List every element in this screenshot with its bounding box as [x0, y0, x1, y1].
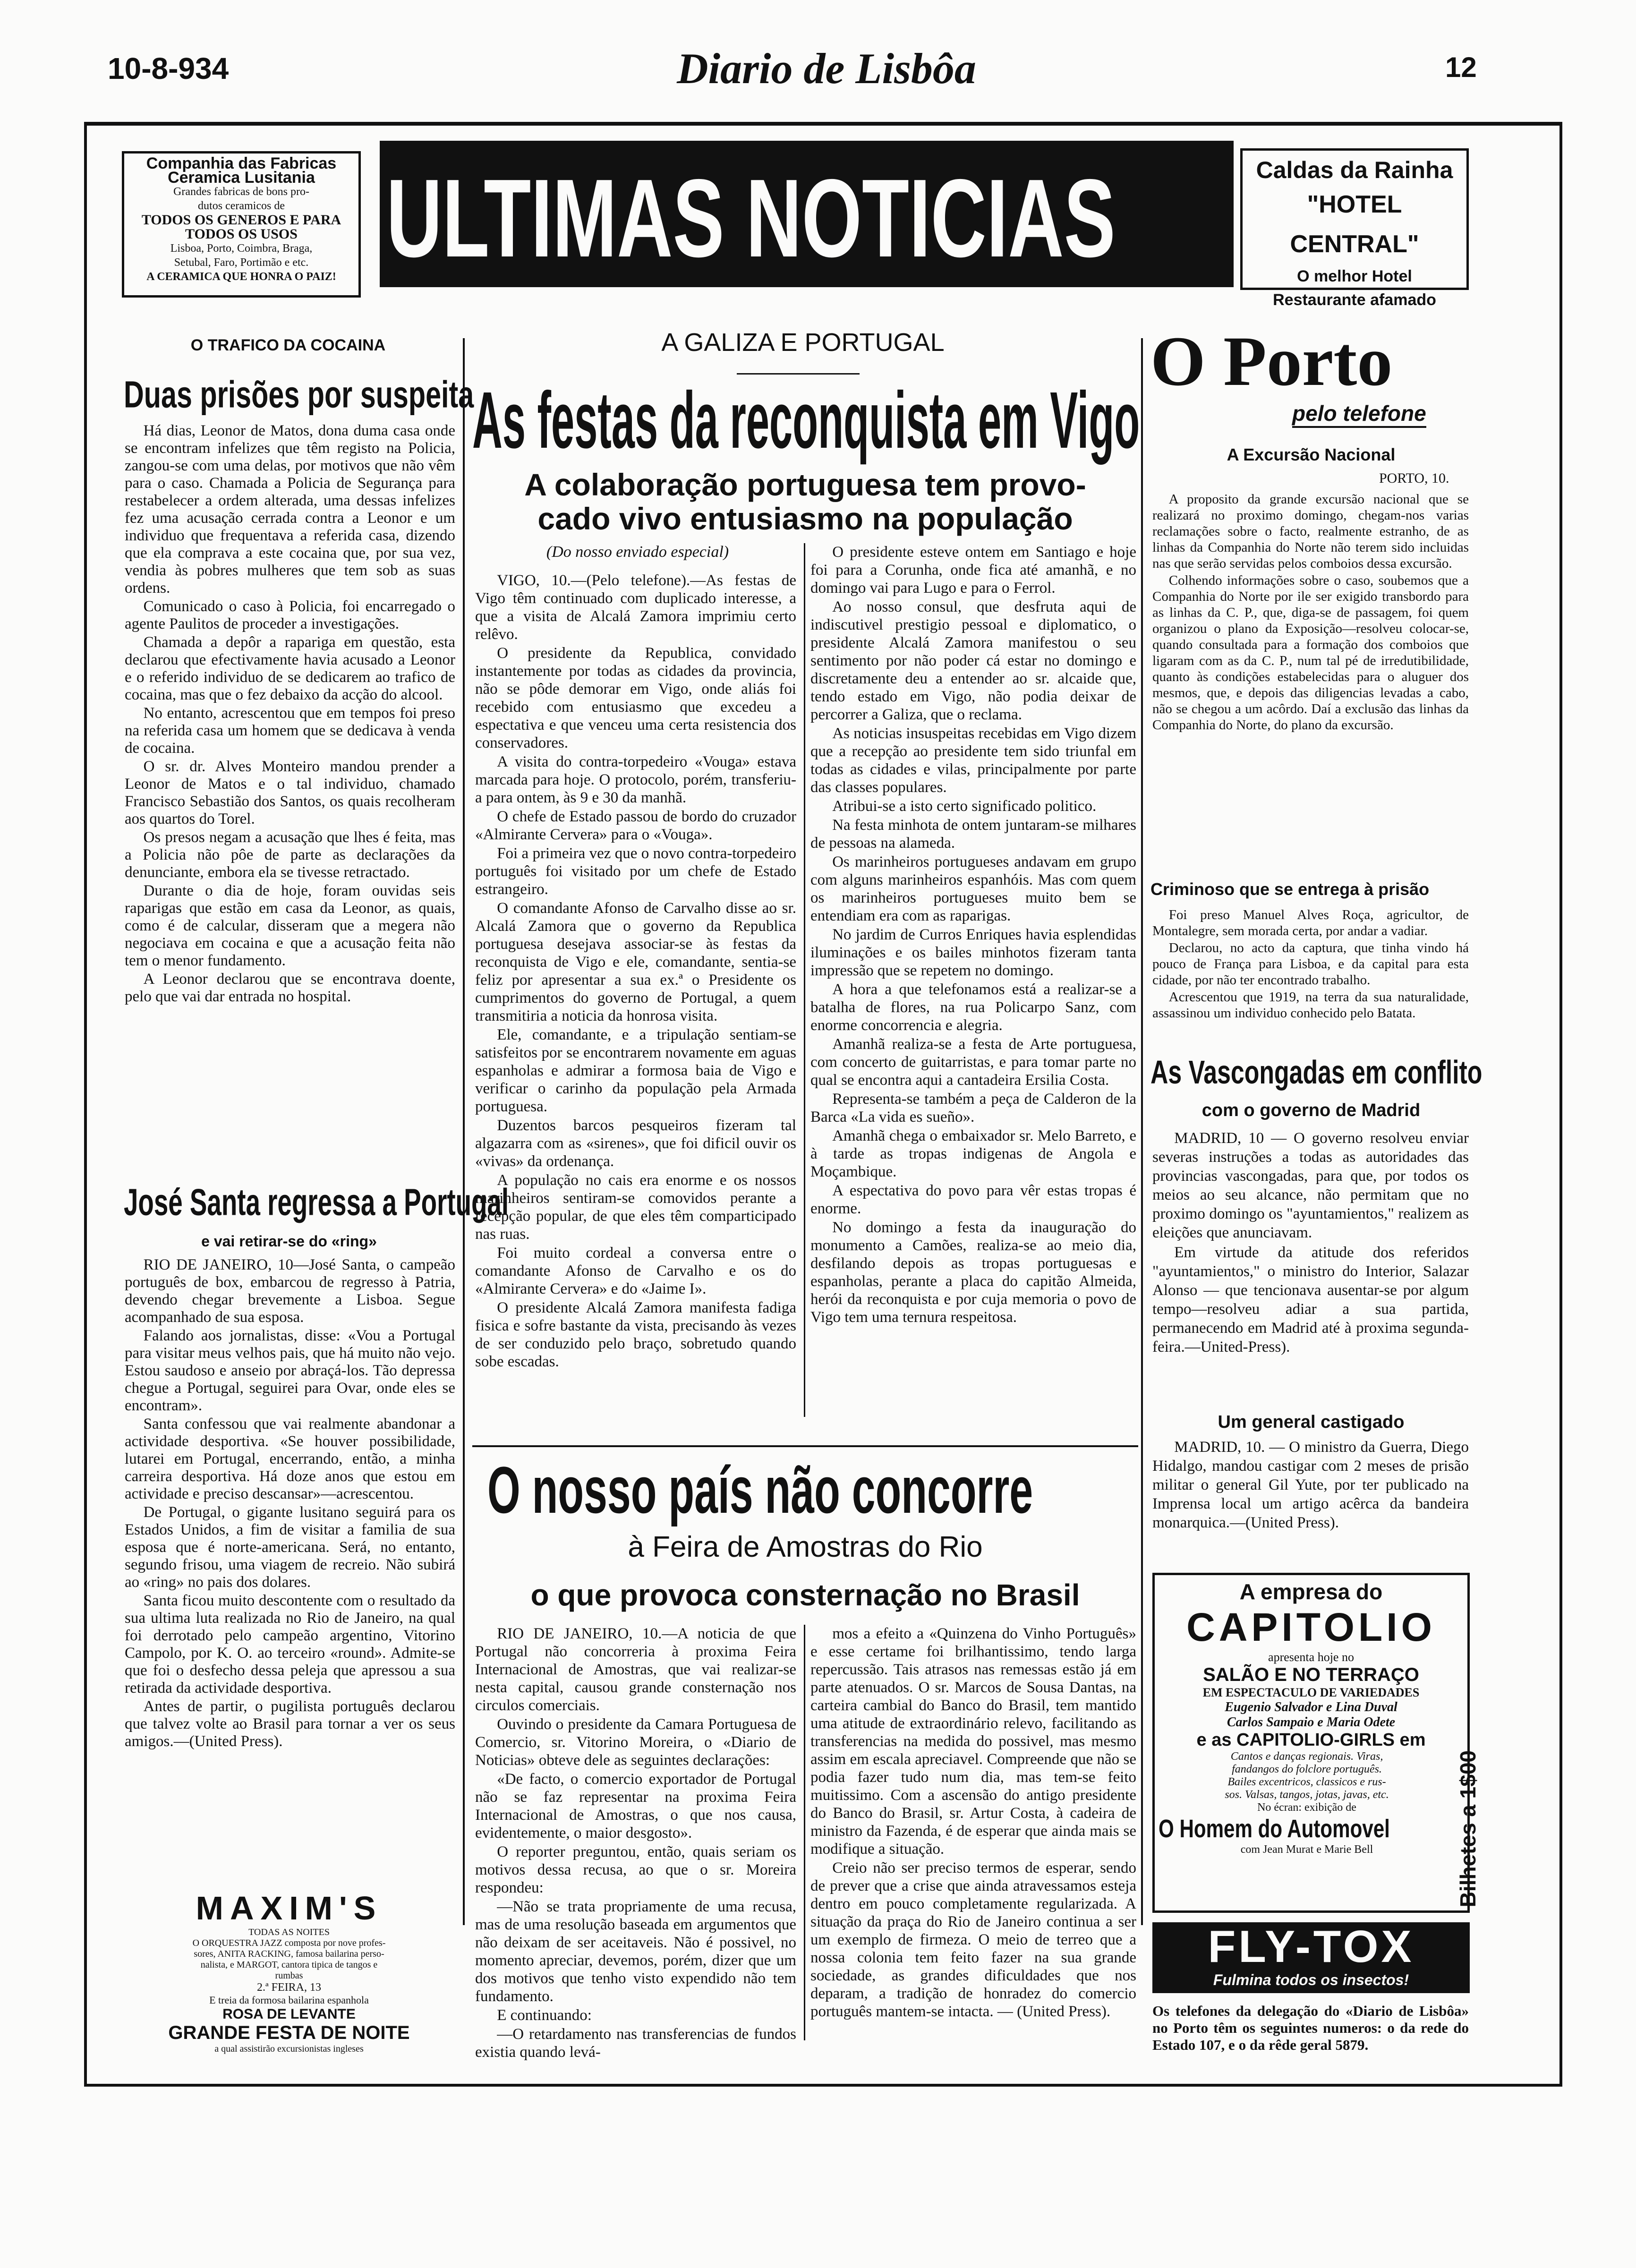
paragraph: Creio não ser preciso termos de esperar, sendo de prever que a crise que ainda atravessamos esteja dentro em pouco completamente regularizada. A situação da praça do Rio de Janeiro continua a ser um exemplo de firmeza. O meio de terreo que a nossa colonia tem feito fazer na sua grande sociedade, as grandes dificuldades que nos deparam, a tradição de honradez do comercio português mantem-se intacta. — (United Press).: [810, 1859, 1136, 2020]
paragraph: Amanhã chega o embaixador sr. Melo Barreto, e à tarde as tropas indigenas de Angola e Moçambique.: [810, 1127, 1136, 1180]
ad-line: dutos ceramicos de: [198, 200, 285, 212]
paragraph: Ouvindo o presidente da Camara Portuguesa de Comercio, sr. Vitorino Moreira, o «Diario de Noticias» obteve dele as seguintes declarações:: [475, 1716, 796, 1769]
paragraph: Foi a primeira vez que o novo contra-torpedeiro português foi visitado por um chefe de Estado estrangeiro.: [475, 845, 796, 898]
criminoso-article: [1152, 907, 1469, 1022]
paragraph: Foi muito cordeal a conversa entre o comandante Afonso de Carvalho e os do «Almirante Cervera» e do «Jaime I».: [475, 1245, 796, 1297]
ad-line: a qual assistirão excursionistas ingleses: [214, 2044, 364, 2054]
porto-dateline: PORTO, 10.: [1379, 470, 1449, 486]
ad-line: nalista, e MARGOT, cantora tipica de tangos e: [200, 1960, 378, 1970]
paragraph: No jardim de Curros Enriques havia esplendidas iluminações e os bailes minhotos fizeram tanta impressão que se repetem no domingo.: [810, 926, 1136, 979]
nosso-pais-right: [810, 1625, 1136, 2021]
paragraph: A hora a que telefonamos está a realizar-se a batalha de flores, na rua Policarpo Sanz, com enorme concorrencia e alegria.: [810, 981, 1136, 1034]
nosso-pais-left: [475, 1625, 796, 2062]
paragraph: A população no cais era enorme e os nossos marinheiros sentiram-se comovidos perante a recepção popular, de que eles têm comparticipado nas ruas.: [475, 1172, 796, 1243]
ad-line: fandangos do folclore português.: [1232, 1763, 1382, 1775]
ad-line: TODOS OS USOS: [185, 226, 298, 242]
paragraph: Colhendo informações sobre o caso, soubemos que a Companhia do Norte por ile ser exigido transbordo para as linhas da C. P., que, diga-se de passagem, foi quem organizou o plano da Exposição—resolveu colocar-se, quando consultada para a formação dos comboios que ligaram com as da C. P., num tal pé de irredutibilidade, quanto às condições estabelecidas para o aluguer dos mesmos, que, e depois das diligencias levadas a cabo, não se chegou a um acôrdo. Daí a exclusão das linhas da Companhia do Norte, do plano da excursão.: [1152, 573, 1469, 733]
ad-line: A CERAMICA QUE HONRA O PAIZ!: [146, 271, 336, 283]
capitolio-ad: [1152, 1573, 1481, 1913]
ad-line: A empresa do: [1239, 1579, 1383, 1604]
general-article: [1152, 1438, 1469, 1533]
paragraph: Na festa minhota de ontem juntaram-se milhares de pessoas na alameda.: [810, 817, 1136, 852]
paragraph: Há dias, Leonor de Matos, dona duma casa onde se encontram infelizes que têm registo na Policia, zangou-se com uma delas, por motivos que não vêm para o caso. Chamada a Policia de Segurança para restabelecer a ordem alterada, uma dessas infelizes fez uma acusação cerrada contra a Leonor e um individuo que frequentava a referida casa, dizendo que ela comprava a este cocaina que, por sua vez, vendia às pobres mulheres que tem sob as suas ordens.: [125, 422, 455, 597]
ad-line: Companhia das Fabricas: [146, 154, 337, 172]
paragraph: —Não se trata propriamente de uma recusa, mas de uma resolução baseada em argumentos que não deixam de ser aceitaveis. Não é possivel, no momento apreciar, devemos, porém, dizer que um dos motivos que tenho visto expendido não tem fundamento.: [475, 1898, 796, 2005]
porto-subhead: pelo telefone: [1292, 401, 1426, 428]
paragraph: Duzentos barcos pesqueiros fizeram tal algazarra com as «sirenes», que foi dificil ouvir os «vivas» da ordenança.: [475, 1117, 796, 1170]
deck-line: A colaboração portuguesa tem provo-: [524, 467, 1086, 502]
ad-line: CAPITOLIO: [1186, 1605, 1436, 1649]
ad-line: apresenta hoje no: [1268, 1650, 1354, 1664]
porto-headline: O Porto: [1150, 322, 1393, 401]
ad-line: EM ESPECTACULO DE VARIEDADES: [1202, 1686, 1420, 1699]
vigo-article-right: [810, 543, 1136, 1327]
ceramica-lusitania-ad: [122, 151, 361, 298]
maxims-title: MAXIM'S: [196, 1890, 383, 1927]
vascongadas-subhead: com o governo de Madrid: [1201, 1100, 1421, 1120]
ad-line: No écran: exibição de: [1257, 1801, 1356, 1814]
paragraph: Atribui-se a isto certo significado politico.: [832, 798, 1097, 815]
paragraph: Amanhã realiza-se a festa de Arte portuguesa, com concerto de guitarristas, e para tomar parte no qual se encontra aqui a cantadeira Ersilia Costa.: [810, 1036, 1136, 1089]
ultimas-noticias-banner: [380, 141, 1234, 287]
paragraph: —O retardamento nas transferencias de fundos existia quando levá-: [475, 2026, 796, 2061]
ad-line: O melhor Hotel: [1297, 267, 1412, 285]
banner-title: ULTIMAS NOTICIAS: [386, 156, 1116, 281]
ad-line: Eugenio Salvador e Lina Duval: [1225, 1700, 1397, 1714]
paragraph: Os marinheiros portugueses andavam em grupo com alguns marinheiros espanhóis. Mas com quem os marinheiros portugueses muito bem se entendiam era com as raparigas.: [810, 853, 1136, 924]
paragraph: A espectativa do povo para vêr estas tropas é enorme.: [810, 1182, 1136, 1217]
ad-line: sores, ANITA RACKING, famosa bailarina perso-: [194, 1949, 384, 1959]
nosso-pais-headline: O nosso país não concorre: [487, 1453, 1033, 1527]
ad-line: TODOS OS GENEROS E PARA: [141, 212, 341, 228]
paragraph: RIO DE JANEIRO, 10.—A noticia de que Portugal não concorreria à proxima Feira Internacional de Amostras, que vai realizar-se nesta capital, causou grande consternação nos circulos comerciais.: [475, 1625, 796, 1714]
paragraph: Em virtude da atitude dos referidos "ayuntamientos," o ministro do Interior, Salazar Alonso — que tencionava ausentar-se por algum tempo—resolveu adiar a sua partida, permanecendo em Madrid até à proxima segunda-feira.—United-Press).: [1152, 1244, 1469, 1356]
deck-line: cado vivo entusiasmo na população: [537, 501, 1073, 536]
cocaina-kicker: O TRAFICO DA COCAINA: [190, 336, 386, 354]
general-headline: Um general castigado: [1218, 1412, 1405, 1432]
paragraph: Ele, comandante, e a tripulação sentiam-se satisfeitos por se encontrarem novamente em aguas espanholas e admirar a formosa baia de Vigo e verificar o carinho da população pela Armada portuguesa.: [475, 1026, 796, 1115]
ad-line: Cantos e danças regionais. Viras,: [1230, 1750, 1383, 1763]
page-number: 12: [1445, 51, 1477, 83]
paragraph: RIO DE JANEIRO, 10—José Santa, o campeão português de box, embarcou de regresso à Patria, devendo chegar brevemente a Lisboa. Segue acompanhado de sua esposa.: [125, 1256, 455, 1326]
excursao-article: [1152, 491, 1469, 734]
cocaina-headline: Duas prisões por suspeita: [124, 374, 474, 416]
paragraph: O presidente Alcalá Zamora manifesta fadiga fisica e sofre bastante da vista, precisando às vezes de ser conduzido pelo braço, sobretudo quando sobe escadas.: [475, 1299, 796, 1370]
vigo-headline: As festas da reconquista em Vigo: [472, 375, 1140, 465]
vascongadas-article: [1152, 1129, 1469, 1357]
paragraph: Santa confessou que vai realmente abandonar a actividade desportiva. «Se houver possibilidade, lutarei em Portugal, encerrando, então, a minha carreira desportiva. Há doze anos que estou em actividade e preciso descansar»—acrescentou.: [125, 1415, 455, 1502]
bilhetes-price: Bilhetes a 1$00: [1456, 1750, 1481, 1908]
paragraph: As noticias insuspeitas recebidas em Vigo dizem que a recepção ao presidente tem sido triunfal em todas as cidades e vilas, principalmente por parte das classes populares.: [810, 725, 1136, 796]
ad-line: GRANDE FESTA DE NOITE: [168, 2022, 410, 2043]
ad-line: E treia da formosa bailarina espanhola: [209, 1994, 369, 2006]
ad-line: Restaurante afamado: [1273, 291, 1436, 309]
paragraph: Foi preso Manuel Alves Roça, agricultor, de Montalegre, sem morada certa, por andar a vadiar.: [1152, 907, 1469, 938]
ad-line: O ORQUESTRA JAZZ composta por nove profes-: [192, 1938, 386, 1948]
nosso-pais-subdeck: o que provoca consternação no Brasil: [530, 1578, 1080, 1612]
paragraph: Comunicado o caso à Policia, foi encarregado o agente Paulitos de proceder a investigações.: [125, 598, 455, 632]
paragraph: De Portugal, o gigante lusitano seguirá para os Estados Unidos, a fim de visitar a familia de sua esposa que é norte-americana. Será, no entanto, segundo frisou, uma viagem de recreio. Não subirá ao «ring» no pais dos dolares.: [125, 1504, 455, 1591]
ad-line: Carlos Sampaio e Maria Odete: [1227, 1715, 1396, 1730]
paragraph: Os presos negam a acusação que lhes é feita, mas a Policia não pôe de parte as declarações da denunciante, embora ela se tivesse retractado.: [125, 829, 455, 881]
paragraph: Falando aos jornalistas, disse: «Vou a Portugal para visitar meus velhos pais, que há muito não vejo. Estou saudoso e anseio por abraçá-los. Tão depressa chegue a Portugal, seguirei para Ovar, onde eles se encontram».: [125, 1327, 455, 1414]
excursao-kicker: A Excursão Nacional: [1227, 445, 1396, 464]
paragraph: A Leonor declarou que se encontrava doente, pelo que vai dar entrada no hospital.: [125, 971, 455, 1005]
vascongadas-headline: As Vascongadas em conflito: [1150, 1054, 1483, 1091]
paragraph: Durante o dia de hoje, foram ouvidas seis raparigas que estão em casa da Leonor, as quais, como é de calcular, disseram que a megera não negociava em cocaina e que a acusação feita não tem o menor fundamento.: [125, 882, 455, 969]
paragraph: Chamada a depôr a rapariga em questão, esta declarou que efectivamente havia acusado a Leonor e o referido individuo de se dedicarem ao trafico de cocaina, mas que o fez debaixo da acção do alcool.: [125, 634, 455, 703]
paragraph: MADRID, 10 — O governo resolveu enviar severas instruções a todas as autoridades das provincias vascongadas, para que, por todos os meios ao seu alcance, não permitam que no proximo domingo os "ayuntamientos," realizem as eleições que anunciavam.: [1152, 1130, 1469, 1241]
paragraph: E continuando:: [497, 2007, 592, 2024]
paragraph: O comandante Afonso de Carvalho disse ao sr. Alcalá Zamora que o governo da Republica portuguesa desejava associar-se às festas da reconquista de Vigo e ele, comandante, sentia-se feliz por apresentar a sua ex.ª o Presidente os cumprimentos do governo de Portugal, a quem transmitiria a noticia da honrosa visita.: [475, 900, 796, 1024]
paragraph: VIGO, 10.—(Pelo telefone).—As festas de Vigo têm continuado com duplicado interesse, a que a visita de Alcalá Zamora imprimiu certo relêvo.: [475, 572, 796, 643]
paragraph: O reporter preguntou, então, quais seriam os motivos dessa recusa, ao que o sr. Moreira respondeu:: [475, 1843, 796, 1896]
ad-line: e as CAPITOLIO-GIRLS em: [1196, 1730, 1426, 1750]
vigo-byline: (Do nosso enviado especial): [546, 543, 729, 561]
cocaina-article: [125, 422, 455, 1006]
jose-santa-subhead: e vai retirar-se do «ring»: [201, 1233, 377, 1250]
maxims-ad: [124, 1889, 454, 2055]
ad-line: sos. Valsas, tangos, jotas, javas, etc.: [1225, 1789, 1389, 1801]
paragraph: Santa ficou muito descontente com o resultado da sua ultima luta realizada no Rio de Janeiro, na qual foi derrotado pelo campeão argentino, Vitorino Campolo, por K. O. ao terceiro «round». Admite-se que foi o desfecho dessa peleja que apressou a sua retirada da actividade desportiva.: [125, 1592, 455, 1697]
jose-santa-headline: José Santa regressa a Portugal: [124, 1181, 509, 1224]
paragraph: A proposito da grande excursão nacional que se realizará no proximo domingo, chegam-nos varias reclamações sobre o facto, realmente estranho, de as linhas da Companhia do Norte não terem sido incluidas nas que serão servidas pelos comboios dessa excursão.: [1152, 492, 1469, 571]
ad-line: Grandes fabricas de bons pro-: [173, 186, 309, 198]
ad-line: Lisboa, Porto, Coimbra, Braga,: [170, 242, 313, 255]
ad-line: Caldas da Rainha: [1256, 157, 1453, 183]
paragraph: Antes de partir, o pugilista português declarou que talvez volte ao Brasil para tornar a ver os seus amigos.—(United Press).: [125, 1698, 455, 1750]
ad-film-title: O Homem do Automovel: [1159, 1815, 1390, 1843]
paragraph: Ao nosso consul, que desfruta aqui de indiscutivel prestigio pessoal e diplomatico, o presidente Alcalá Zamora manifestou o seu sentimento por não poder cá estar no domingo e discretamente deu a entender ao sr. alcaide que, tendo estado em Vigo, não podia deixar de percorrer a Galiza, que o reclama.: [810, 598, 1136, 723]
vigo-deck: [472, 468, 1138, 536]
ad-line: "HOTEL CENTRAL": [1290, 191, 1419, 258]
paragraph: A visita do contra-torpedeiro «Vouga» estava marcada para hoje. O protocolo, porém, transferiu-a para ontem, às 9 e 30 da manhã.: [475, 753, 796, 806]
paragraph: MADRID, 10. — O ministro da Guerra, Diego Hidalgo, mandou castigar com 2 meses de prisão militar o general Gil Yute, por ter publicado na Imprensa local um artigo acêrca da bandeira monarquica.—(United Press).: [1152, 1439, 1469, 1531]
hotel-central-ad: [1240, 148, 1469, 309]
galiza-kicker: A GALIZA E PORTUGAL: [661, 328, 945, 357]
paragraph: No entanto, acrescentou que em tempos foi preso na referida casa um homem que se dedicava à venda de cocaina.: [125, 705, 455, 757]
delegacao-note: Os telefones da delegação do «Diario de Lisbôa» no Porto têm os seguintes numeros: o da rede do Estado 107, e o da rêde geral 5879.: [1152, 2003, 1469, 2053]
paragraph: O sr. dr. Alves Monteiro mandou prender a Leonor de Matos e o tal individuo, chamado Francisco Sebastião dos Santos, os quais recolheram aos quartos do Torel.: [125, 758, 455, 827]
ad-line: Bailes excentricos, classicos e rus-: [1227, 1776, 1386, 1788]
paragraph: O chefe de Estado passou de bordo do cruzador «Almirante Cervera» para o «Vouga».: [475, 808, 796, 843]
issue-date: 10-8-934: [108, 51, 229, 85]
ad-line: SALÃO E NO TERRAÇO: [1203, 1664, 1419, 1685]
flytox-ad: [1152, 1922, 1470, 1993]
paragraph: No domingo a festa da inauguração do monumento a Camões, realiza-se ao meio dia, desfilando depois as tropas portuguesas e espanholas, perante a placa do capitão Almeida, herói da reconquista e por cuja memoria o povo de Vigo tem uma ternura respeitosa.: [810, 1219, 1136, 1326]
paragraph: Acrescentou que 1919, na terra da sua naturalidade, assassinou um individuo conhecido pelo Batata.: [1152, 989, 1469, 1021]
paragraph: O presidente esteve ontem em Santiago e hoje foi para a Corunha, onde fica até amanhã, e no domingo vai para Lugo e para o Ferrol.: [810, 544, 1136, 597]
paragraph: Representa-se também a peça de Calderon de la Barca «La vida es sueño».: [810, 1091, 1136, 1125]
jose-santa-article: [125, 1256, 455, 1751]
ad-line: 2.ª FEIRA, 13: [257, 1981, 321, 1994]
ad-line: Setubal, Faro, Portimão e etc.: [174, 256, 309, 269]
paragraph: «De facto, o comercio exportador de Portugal não se faz representar na proxima Feira Internacional de Amostras, o que nos causa, evidentemente, o maior desgosto».: [475, 1771, 796, 1842]
ad-line: ROSA DE LEVANTE: [222, 2006, 356, 2022]
criminoso-headline: Criminoso que se entrega à prisão: [1150, 879, 1430, 899]
vigo-article-left: [475, 571, 796, 1372]
nosso-pais-deck: à Feira de Amostras do Rio: [628, 1531, 983, 1563]
masthead: Diario de Lisbôa: [677, 44, 976, 93]
ad-line: rumbas: [275, 1970, 303, 1981]
paragraph: mos a efeito a «Quinzena do Vinho Português» e esse certame foi brilhantissimo, tendo larga repercussão. Tais atrasos nas remessas estão já em parte atenuados. O sr. Marcos de Sousa Dantas, na carteira cambial do Banco do Brasil, tem mantido uma atitude de extraordinário relevo, facilitando as transferencias na medida do possivel, mas mesmo assim em escala apreciavel. Compreende que não se podia fazer tudo num dia, mas tem-se feito muitissimo. Com a ascensão do antigo presidente do Banco do Brasil, sr. Artur Costa, à cadeira de ministro da Fazenda, é de esperar que ainda mais se modifique a situação.: [810, 1625, 1136, 1858]
paragraph: O presidente da Republica, convidado instantemente por todas as cidades da provincia, não se pôde demorar em Vigo, onde aliás foi recebido com entusiasmo que excedeu a espectativa e que venceu uma certa resistencia dos conservadores.: [475, 645, 796, 751]
ad-line: Ceramica Lusitania: [168, 169, 315, 187]
ad-line: TODAS AS NOITES: [248, 1927, 330, 1937]
ad-line: com Jean Murat e Marie Bell: [1240, 1843, 1373, 1856]
flytox-title: FLY-TOX: [1208, 1921, 1414, 1972]
paragraph: Declarou, no acto da captura, que tinha vindo há pouco de França para Lisboa, e da capital para esta cidade, por não ter encontrado trabalho.: [1152, 940, 1469, 988]
flytox-slogan: Fulmina todos os insectos!: [1213, 1971, 1409, 1988]
